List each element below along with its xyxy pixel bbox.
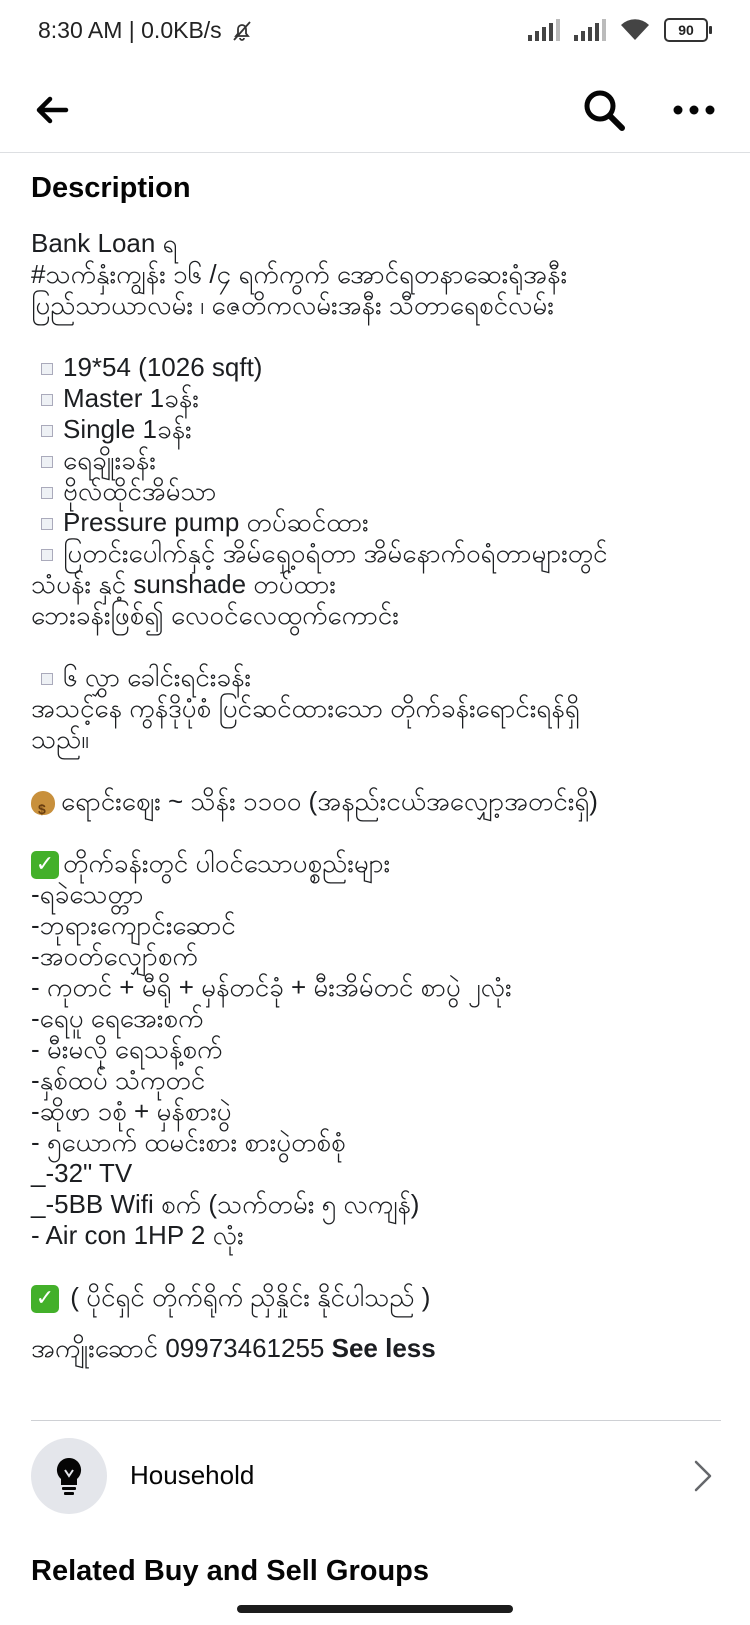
back-arrow-icon[interactable] xyxy=(30,88,74,132)
feature-item xyxy=(31,383,721,414)
feature-item xyxy=(31,414,721,445)
feature-text: 19*54 (1026 sqft) xyxy=(63,352,263,382)
related-groups-title: Related Buy and Sell Groups xyxy=(31,1555,430,1587)
battery-icon xyxy=(664,18,708,42)
feature-item xyxy=(31,445,721,476)
status-icons xyxy=(528,18,708,42)
bullet-icon xyxy=(41,518,53,530)
feature-cont-line: ဘေးခန်းဖြစ်၍ လေဝင်လေထွက်ကောင်း xyxy=(31,600,399,630)
status-time xyxy=(38,17,254,44)
intro-line: #သက်နှံးကျွန်း ၁၆ /၄ ရက်ကွက် အောင်ရတနာဆေးရုံအနီး xyxy=(31,259,568,289)
included-item: - Air con 1HP 2 လုံး xyxy=(31,1220,244,1251)
kitchen-cont-line: သည်။ xyxy=(31,724,90,754)
category-row[interactable] xyxy=(0,1436,750,1516)
included-item: - မီးမလို ရေသန့်စက် xyxy=(31,1034,223,1065)
bullet-icon xyxy=(41,549,53,561)
lightbulb-icon-circle xyxy=(31,1438,107,1514)
feature-text: ၆ လွှာ ခေါင်းရင်းခန်း xyxy=(63,662,252,692)
bullet-icon xyxy=(41,456,53,468)
see-less-link[interactable]: See less xyxy=(331,1333,436,1364)
feature-item xyxy=(31,352,721,383)
description-body xyxy=(31,228,721,1364)
included-title: တိုက်ခန်းတွင် ပါဝင်သောပစ္စည်းများ xyxy=(63,848,391,878)
included-item: _-5BB Wifi စက် (သက်တမ်း ၅ လကျန်) xyxy=(31,1189,420,1220)
app-bar xyxy=(0,66,750,153)
home-indicator[interactable] xyxy=(237,1605,513,1613)
feature-item xyxy=(31,476,721,507)
feature-item xyxy=(31,538,721,569)
owner-note-line xyxy=(31,1282,721,1313)
intro-line: Bank Loan ရ xyxy=(31,228,178,258)
bullet-icon xyxy=(41,673,53,685)
included-title-line xyxy=(31,848,721,879)
divider xyxy=(31,1420,721,1421)
contact-line xyxy=(31,1333,721,1364)
included-item: - ၅ယောက် ထမင်းစား စားပွဲတစ်စုံ xyxy=(31,1127,346,1158)
included-item: -ဆိုဖာ ၁စုံ + မှန်စားပွဲ xyxy=(31,1096,232,1127)
description-title: Description xyxy=(31,172,191,204)
feature-cont-line: သံပန်း နှင့် sunshade တပ်ထား xyxy=(31,569,336,599)
bullet-icon xyxy=(41,394,53,406)
contact-text: အကျိုးဆောင် 09973461255 xyxy=(31,1333,325,1364)
kitchen-cont-line: အသင့်နေ ကွန်ဒိုပုံစံ ပြင်ဆင်ထားသော တိုက်ခန်းရောင်းရန်ရှိ xyxy=(31,693,580,723)
bell-off-icon xyxy=(230,19,254,43)
signal-icon xyxy=(574,19,606,41)
included-item: -ရခဲသေတ္တာ xyxy=(31,879,144,910)
feature-text: ရေချိုးခန်း xyxy=(63,445,156,475)
included-item: -နှစ်ထပ် သံကုတင် xyxy=(31,1065,206,1096)
price-text: ရောင်းဈေး ~ သိန်း ၁၁၀၀ (အနည်းငယ်အလျှော့အတင်းရှိ) xyxy=(61,786,598,816)
included-item: _-32" TV xyxy=(31,1158,133,1189)
intro-line: ပြည်သာယာလမ်း ၊ ဇေတိကလမ်းအနီး သီတာရေစင်လမ်း xyxy=(31,290,554,320)
check-mark-icon: ✓ xyxy=(31,1285,59,1313)
more-icon[interactable] xyxy=(670,88,718,132)
included-item: - ကုတင် + မီရို + မှန်တင်ခုံ + မီးအိမ်တင် စာပွဲ ၂လုံး xyxy=(31,972,512,1003)
included-item: -ရေပူ ရေအေးစက် xyxy=(31,1003,204,1034)
feature-text: Pressure pump တပ်ဆင်ထား xyxy=(63,507,369,537)
bullet-icon xyxy=(41,425,53,437)
included-item: -အဝတ်လျှော်စက် xyxy=(31,941,198,972)
search-icon[interactable] xyxy=(580,86,628,134)
feature-item xyxy=(31,662,721,693)
bullet-icon xyxy=(41,363,53,375)
feature-text: ပြတင်းပေါက်နှင့် အိမ်ရှေ့ဝရံတာ အိမ်နောက်ဝရံတာများတွင် xyxy=(63,538,608,568)
chevron-right-icon[interactable] xyxy=(690,1458,716,1494)
money-bag-icon xyxy=(31,791,55,815)
lightbulb-icon xyxy=(51,1456,87,1496)
feature-text: Single 1ခန်း xyxy=(63,414,192,444)
signal-icon xyxy=(528,19,560,41)
battery-level: 90 xyxy=(678,22,694,38)
wifi-icon xyxy=(620,19,650,41)
status-time-text: 8:30 AM | 0.0KB/s xyxy=(38,17,222,43)
feature-text: ဗိုလ်ထိုင်အိမ်သာ xyxy=(63,476,217,506)
check-mark-icon: ✓ xyxy=(31,851,59,879)
feature-text: Master 1ခန်း xyxy=(63,383,199,413)
feature-item xyxy=(31,507,721,538)
included-item: -ဘုရားကျောင်းဆောင် xyxy=(31,910,236,941)
price-line xyxy=(31,786,721,817)
bullet-icon xyxy=(41,487,53,499)
category-label: Household xyxy=(130,1460,255,1490)
owner-note-text: ( ပိုင်ရှင် တိုက်ရိုက် ညှိနှိုင်း နိုင်ပါသည် ) xyxy=(70,1282,431,1313)
status-bar xyxy=(0,0,750,66)
